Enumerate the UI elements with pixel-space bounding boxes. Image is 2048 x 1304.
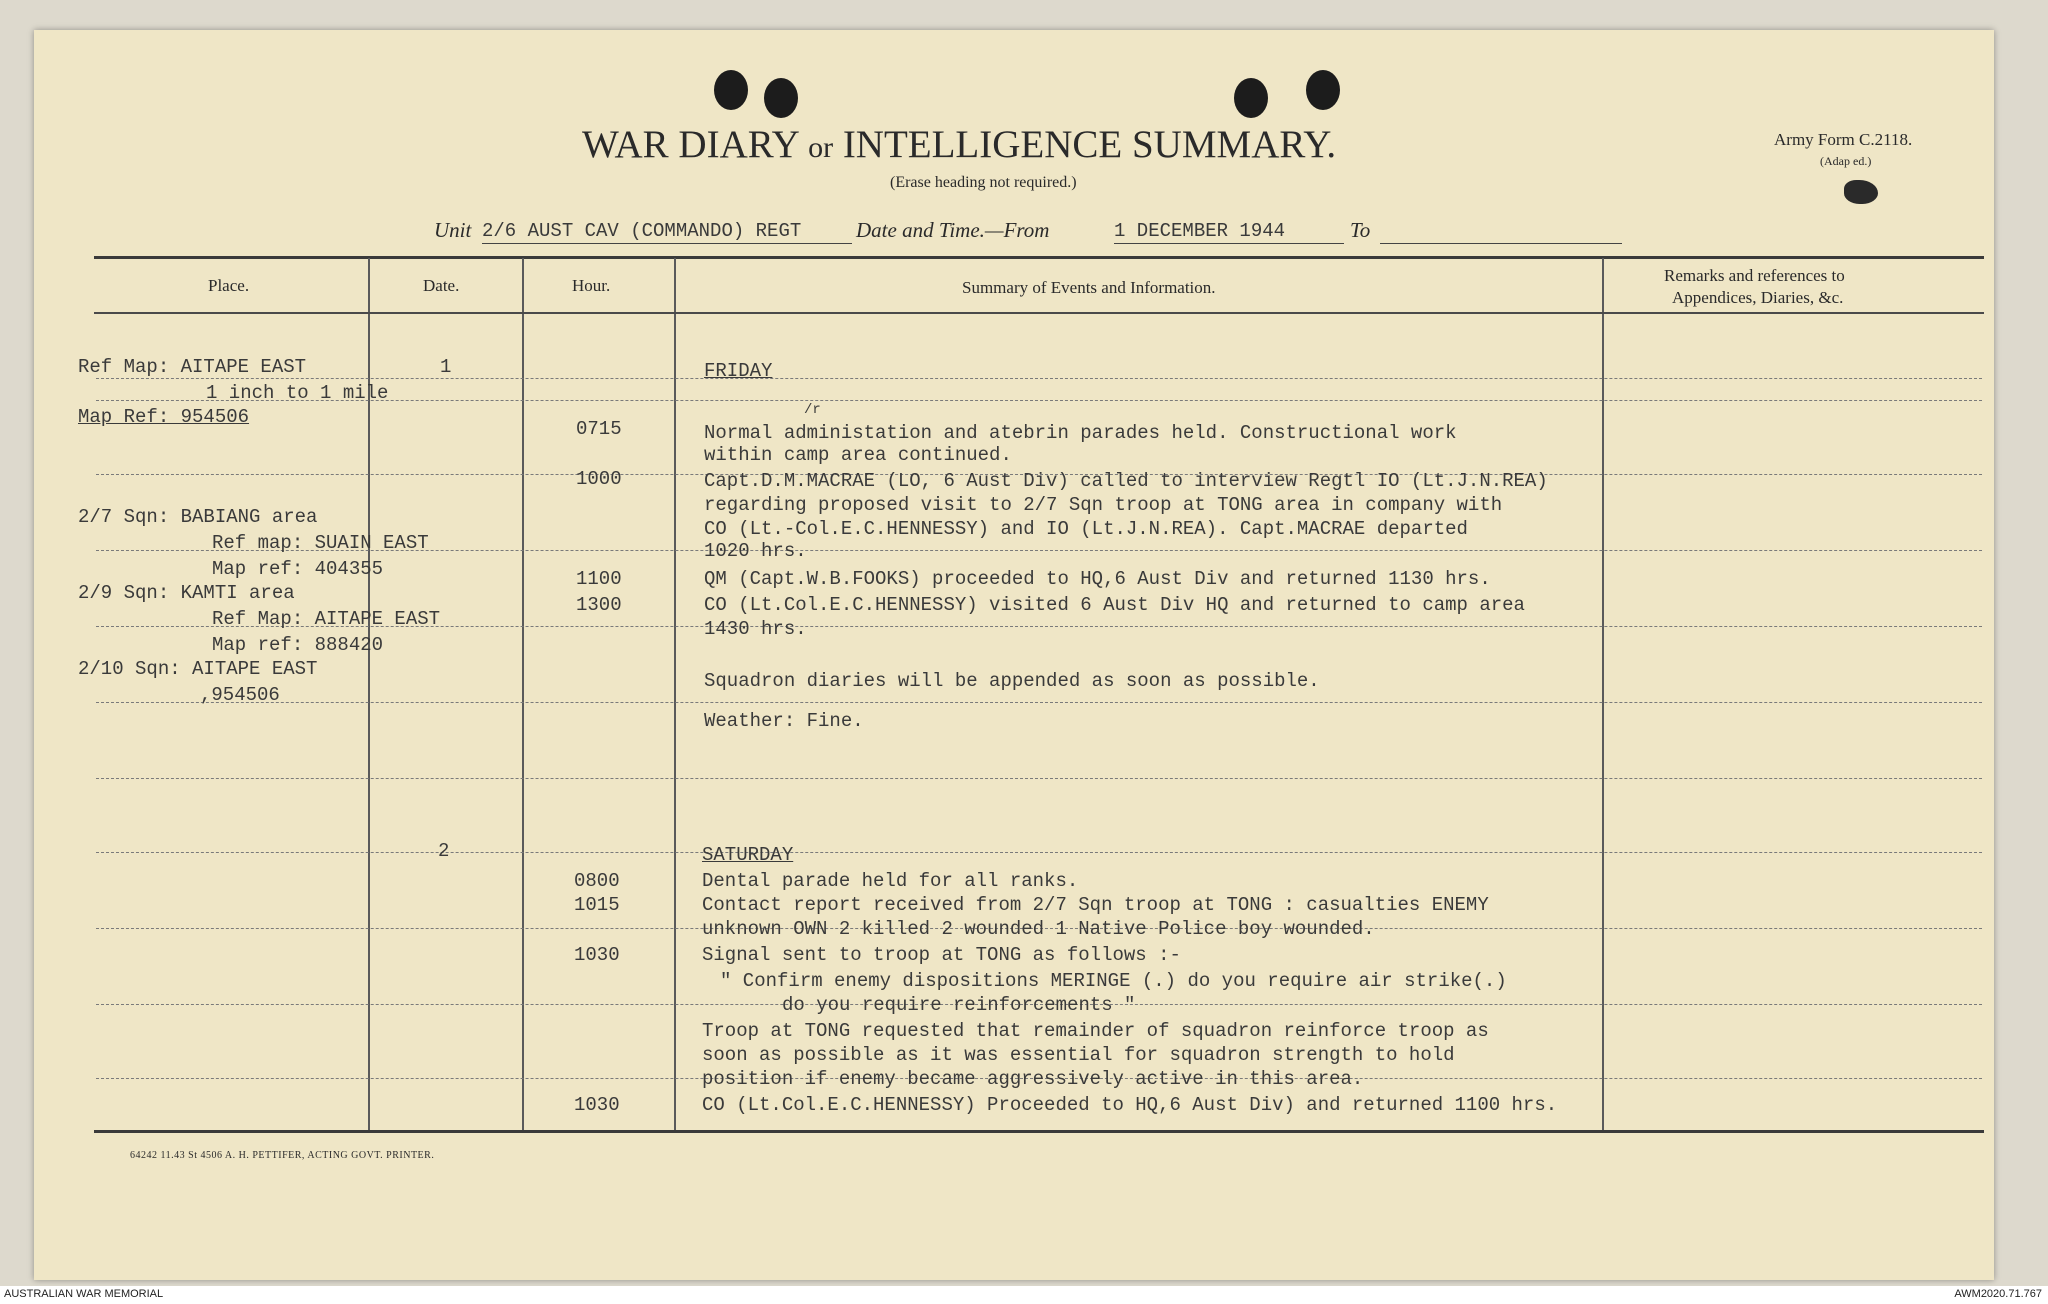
handwritten-annotation: /r	[804, 402, 821, 418]
col-hour: Hour.	[572, 276, 611, 295]
summary-line: Capt.D.M.MACRAE (LO, 6 Aust Div) called to interview Regtl IO (Lt.J.N.REA)	[704, 470, 1548, 492]
summary-line: CO (Lt.Col.E.C.HENNESSY) visited 6 Aust Div HQ and returned to camp area	[704, 594, 1525, 616]
to-underline	[1380, 243, 1622, 244]
erase-note: (Erase heading not required.)	[890, 174, 1077, 191]
date-label: Date and Time.—From	[856, 218, 1050, 242]
summary-line: soon as possible as it was essential for squadron strength to hold	[702, 1044, 1455, 1066]
summary-line: Dental parade held for all ranks.	[702, 870, 1079, 892]
adap-note: (Adap ed.)	[1820, 154, 1872, 168]
summary-line: do you require reinforcements "	[782, 994, 1136, 1016]
hour-cell: 1030	[574, 944, 620, 966]
archive-footer	[0, 1286, 2048, 1304]
col-remarks-1: Remarks and references to	[1664, 266, 1845, 285]
page-title: WAR DIARY or INTELLIGENCE SUMMARY.	[582, 123, 1337, 166]
summary-line: position if enemy became aggressively active in this area.	[702, 1068, 1364, 1090]
summary-line: Squadron diaries will be appended as soon as possible.	[704, 670, 1320, 692]
punch-hole	[1306, 70, 1340, 110]
hour-cell: 1300	[576, 594, 622, 616]
to-label: To	[1350, 218, 1371, 242]
date-cell: 1	[440, 356, 452, 378]
summary-line: " Confirm enemy dispositions MERINGE (.) do you require air strike(.)	[720, 970, 1507, 992]
summary-line: within camp area continued.	[704, 444, 1012, 466]
printer-imprint: 64242 11.43 St 4506 A. H. PETTIFER, ACTING GOVT. PRINTER.	[130, 1150, 435, 1161]
summary-line: 1020 hrs.	[704, 540, 807, 562]
army-form-label: Army Form C.2118.	[1774, 130, 1913, 149]
summary-line: FRIDAY	[704, 360, 773, 382]
col-summary: Summary of Events and Information.	[962, 278, 1216, 297]
column-divider	[1602, 258, 1604, 1130]
hour-cell: 1100	[576, 568, 622, 590]
col-date: Date.	[423, 276, 460, 295]
hour-cell: 1030	[574, 1094, 620, 1116]
date-cell: 2	[438, 840, 450, 862]
place-line: Ref Map: AITAPE EAST	[78, 356, 307, 378]
summary-line: Normal administation and atebrin parades held. Constructional work	[704, 422, 1457, 444]
place-line: Ref Map: AITAPE EAST	[212, 608, 441, 630]
date-underline	[1114, 243, 1344, 244]
summary-line: CO (Lt.-Col.E.C.HENNESSY) and IO (Lt.J.N.REA). Capt.MACRAE departed	[704, 518, 1468, 540]
place-line: Ref map: SUAIN EAST	[212, 532, 429, 554]
unit-label: Unit	[434, 218, 472, 242]
footer-right: AWM2020.71.767	[1954, 1288, 2042, 1300]
unit-underline	[482, 243, 852, 244]
date-value: 1 DECEMBER 1944	[1114, 220, 1286, 242]
footer-left: AUSTRALIAN WAR MEMORIAL	[4, 1288, 164, 1300]
hour-cell: 1000	[576, 468, 622, 490]
column-divider	[522, 258, 524, 1130]
place-line: 2/10 Sqn: AITAPE EAST	[78, 658, 318, 680]
paper-tear	[1844, 180, 1878, 204]
punch-hole	[1234, 78, 1268, 118]
place-line: ,954506	[200, 684, 280, 706]
table-top-rule	[94, 256, 1984, 259]
place-line: 2/9 Sqn: KAMTI area	[78, 582, 295, 604]
summary-line: CO (Lt.Col.E.C.HENNESSY) Proceeded to HQ,6 Aust Div) and returned 1100 hrs.	[702, 1094, 1558, 1116]
column-divider	[674, 258, 676, 1130]
place-line: 2/7 Sqn: BABIANG area	[78, 506, 318, 528]
summary-line: Signal sent to troop at TONG as follows :-	[702, 944, 1181, 966]
summary-line: regarding proposed visit to 2/7 Sqn troop at TONG area in company with	[704, 494, 1503, 516]
punch-hole	[714, 70, 748, 110]
hour-cell: 0715	[576, 418, 622, 440]
summary-line: unknown OWN 2 killed 2 wounded 1 Native Police boy wounded.	[702, 918, 1375, 940]
place-line: Map Ref: 954506	[78, 406, 250, 428]
col-remarks-2: Appendices, Diaries, &c.	[1672, 288, 1844, 307]
war-diary-sheet	[34, 30, 1994, 1280]
summary-line: QM (Capt.W.B.FOOKS) proceeded to HQ,6 Aust Div and returned 1130 hrs.	[704, 568, 1491, 590]
hour-cell: 1015	[574, 894, 620, 916]
punch-hole	[764, 78, 798, 118]
place-line: Map ref: 404355	[212, 558, 384, 580]
col-place: Place.	[208, 276, 250, 295]
summary-line: Troop at TONG requested that remainder of squadron reinforce troop as	[702, 1020, 1489, 1042]
header-rule	[94, 312, 1984, 314]
summary-line: Weather: Fine.	[704, 710, 864, 732]
summary-line: Contact report received from 2/7 Sqn troop at TONG : casualties ENEMY	[702, 894, 1489, 916]
table-bottom-rule	[94, 1130, 1984, 1133]
hour-cell: 0800	[574, 870, 620, 892]
unit-value: 2/6 AUST CAV (COMMANDO) REGT	[482, 220, 802, 242]
place-line: Map ref: 888420	[212, 634, 384, 656]
place-line: 1 inch to 1 mile	[206, 382, 389, 404]
summary-line: SATURDAY	[702, 844, 794, 866]
summary-line: 1430 hrs.	[704, 618, 807, 640]
